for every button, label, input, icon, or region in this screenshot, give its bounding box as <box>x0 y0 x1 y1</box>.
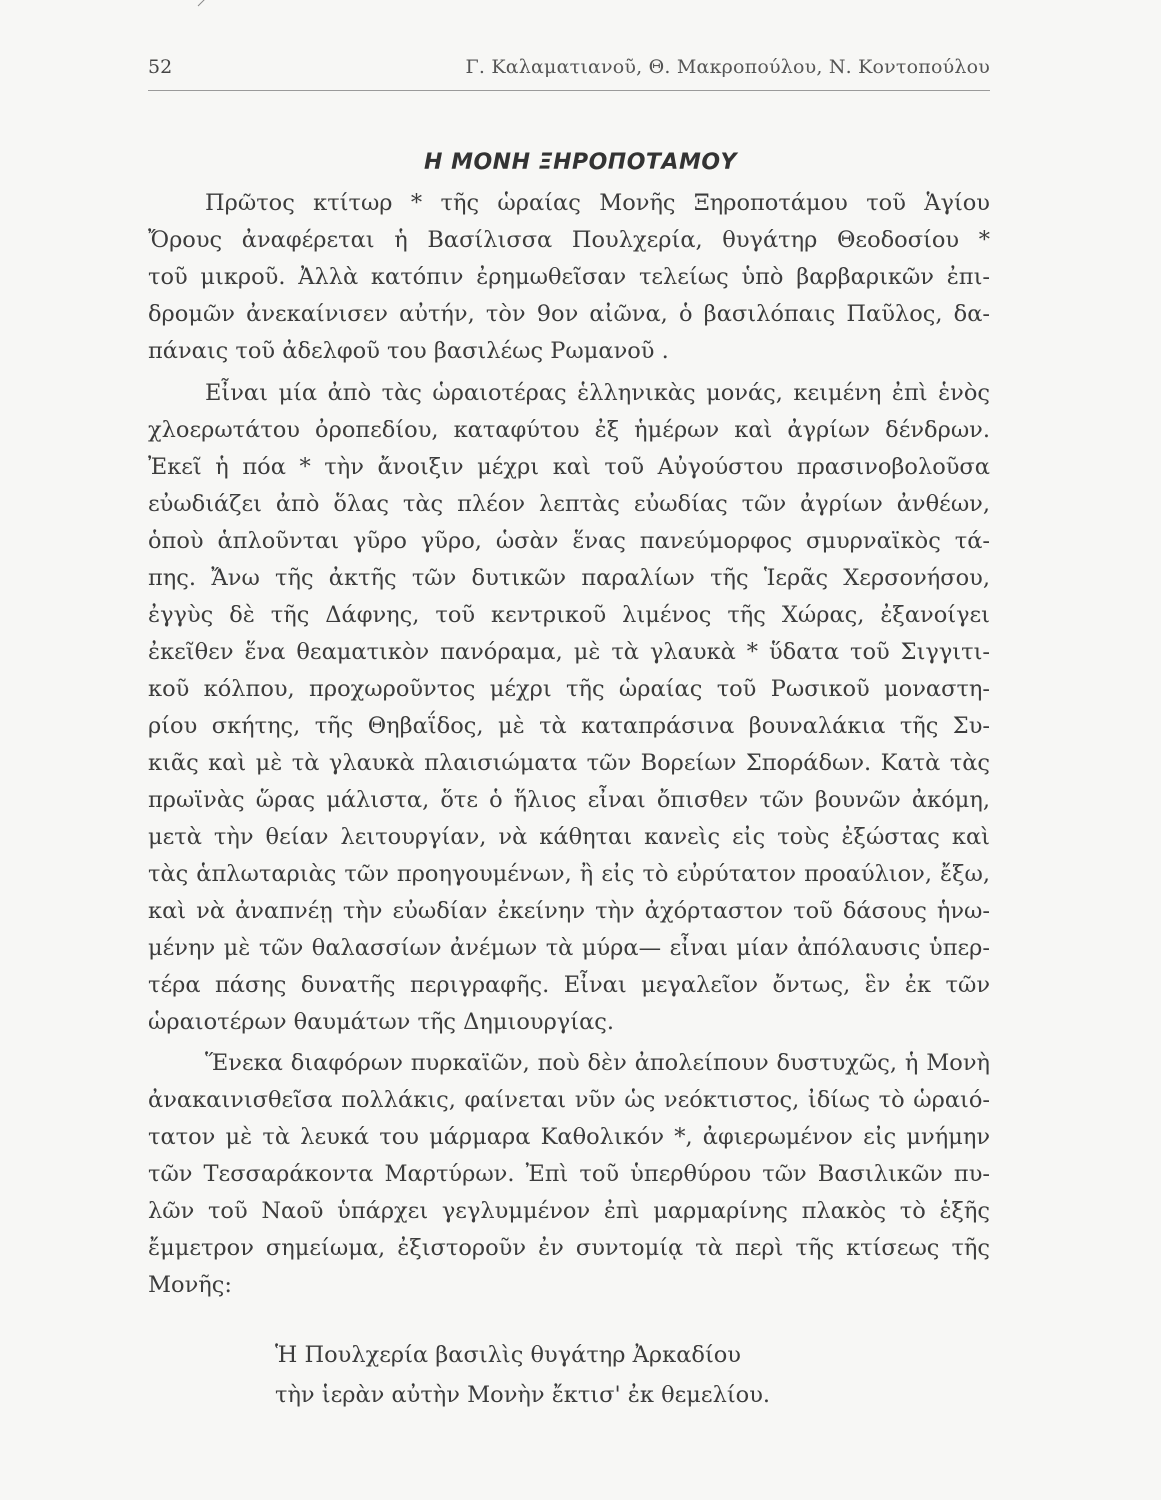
text-line: ἐκεῖθεν ἕνα θεαματικὸν πανόραμα, μὲ τὰ γλαυκὰ * ὕδατα τοῦ Σιγγιτι- <box>148 639 990 665</box>
text-line: κιᾶς καὶ μὲ τὰ γλαυκὰ πλαισιώματα τῶν Βορείων Σποράδων. Κατὰ τὰς <box>148 750 990 776</box>
text-line: λῶν τοῦ Ναοῦ ὑπάρχει γεγλυμμένον ἐπὶ μαρμαρίνης πλακὸς τὸ ἑξῆς <box>148 1198 990 1224</box>
page-number: 52 <box>148 56 173 78</box>
text-line: πης. Ἄνω τῆς ἀκτῆς τῶν δυτικῶν παραλίων τῆς Ἱερᾶς Χερσονήσου, <box>148 565 990 591</box>
text-line: μένην μὲ τῶν θαλασσίων ἀνέμων τὰ μύρα— εἶναι μίαν ἀπόλαυσις ὑπερ- <box>148 935 990 961</box>
text-line: κοῦ κόλπου, προχωροῦντος μέχρι τῆς ὡραίας τοῦ Ρωσικοῦ μοναστη- <box>148 676 990 702</box>
text-line: ἔμμετρον σημείωμα, ἐξιστοροῦν ἐν συντομίᾳ τὰ περὶ τῆς κτίσεως τῆς <box>148 1235 990 1261</box>
text-line: πάναις τοῦ ἀδελφοῦ του βασιλέως Ρωμανοῦ . <box>148 338 669 364</box>
page-title: Η ΜΟΝΗ ΞΗΡΟΠΟΤΑΜΟΥ <box>424 150 737 175</box>
text-line: πρωϊνὰς ὥρας μάλιστα, ὅτε ὁ ἥλιος εἶναι ὄπισθεν τῶν βουνῶν ἀκόμη, <box>148 787 990 813</box>
running-head: Γ. Καλαματιανοῦ, Θ. Μακροπούλου, Ν. Κοντοπούλου <box>465 56 990 78</box>
text-line: τὰς ἁπλωταριὰς τῶν προηγουμένων, ἢ εἰς τὸ εὐρύτατον προαύλιον, ἔξω, <box>148 861 990 887</box>
page-header <box>148 56 990 91</box>
text-line: Ἕνεκα διαφόρων πυρκαϊῶν, ποὺ δὲν ἀπολείπουν δυστυχῶς, ἡ Μονὴ <box>205 1050 990 1076</box>
text-line: ὁποὺ ἁπλοῦνται γῦρο γῦρο, ὡσὰν ἕνας πανεύμορφος σμυρναϊκὸς τά- <box>148 528 990 554</box>
text-line: δρομῶν ἀνεκαίνισεν αὐτήν, τὸν 9ον αἰῶνα, ὁ βασιλόπαις Παῦλος, δα- <box>148 301 990 327</box>
text-line: καὶ νὰ ἀναπνέῃ τὴν εὐωδίαν ἐκείνην τὴν ἀχόρταστον τοῦ δάσους ἡνω- <box>148 898 990 924</box>
text-line: εὐωδιάζει ἀπὸ ὅλας τὰς πλέον λεπτὰς εὐωδίας τῶν ἀγρίων ἀνθέων, <box>148 491 990 517</box>
text-line: τῶν Τεσσαράκοντα Μαρτύρων. Ἐπὶ τοῦ ὑπερθύρου τῶν Βασιλικῶν πυ- <box>148 1161 990 1187</box>
text-line: Ὄρους ἀναφέρεται ἡ Βασίλισσα Πουλχερία, θυγάτηρ Θεοδοσίου * <box>148 227 990 253</box>
text-line: τοῦ μικροῦ. Ἀλλὰ κατόπιν ἐρημωθεῖσαν τελείως ὑπὸ βαρβαρικῶν ἐπι- <box>148 264 990 290</box>
verse-line: τὴν ἱερὰν αὐτὴν Μονὴν ἔκτισ' ἐκ θεμελίου. <box>275 1382 771 1408</box>
text-line: τέρα πάσης δυνατῆς περιγραφῆς. Εἶναι μεγαλεῖον ὄντως, ἓν ἐκ τῶν <box>148 972 990 998</box>
text-line: Μονῆς: <box>148 1272 232 1298</box>
text-line: ὡραιοτέρων θαυμάτων τῆς Δημιουργίας. <box>148 1009 615 1035</box>
pen-mark <box>198 0 216 15</box>
text-line: χλοερωτάτου ὀροπεδίου, καταφύτου ἐξ ἡμέρων καὶ ἀγρίων δένδρων. <box>148 417 990 443</box>
verse-line: Ἡ Πουλχερία βασιλὶς θυγάτηρ Ἀρκαδίου <box>275 1342 741 1368</box>
text-line: τατον μὲ τὰ λευκά του μάρμαρα Καθολικόν *, ἀφιερωμένον εἰς μνήμην <box>148 1124 990 1150</box>
text-line: ἀνακαινισθεῖσα πολλάκις, φαίνεται νῦν ὡς νεόκτιστος, ἰδίως τὸ ὡραιό- <box>148 1087 990 1113</box>
text-line: μετὰ τὴν θείαν λειτουργίαν, νὰ κάθηται κανεὶς εἰς τοὺς ἐξώστας καὶ <box>148 824 990 850</box>
text-line: ρίου σκήτης, τῆς Θηβαΐδος, μὲ τὰ καταπράσινα βουναλάκια τῆς Συ- <box>148 713 990 739</box>
text-line: Πρῶτος κτίτωρ * τῆς ὡραίας Μονῆς Ξηροποτάμου τοῦ Ἁγίου <box>205 190 990 216</box>
text-line: Εἶναι μία ἀπὸ τὰς ὡραιοτέρας ἑλληνικὰς μονάς, κειμένη ἐπὶ ἑνὸς <box>205 380 990 406</box>
text-line: ἐγγὺς δὲ τῆς Δάφνης, τοῦ κεντρικοῦ λιμένος τῆς Χώρας, ἐξανοίγει <box>148 602 990 628</box>
text-line: Ἐκεῖ ἡ πόα * τὴν ἄνοιξιν μέχρι καὶ τοῦ Αὐγούστου πρασινοβολοῦσα <box>148 454 990 480</box>
